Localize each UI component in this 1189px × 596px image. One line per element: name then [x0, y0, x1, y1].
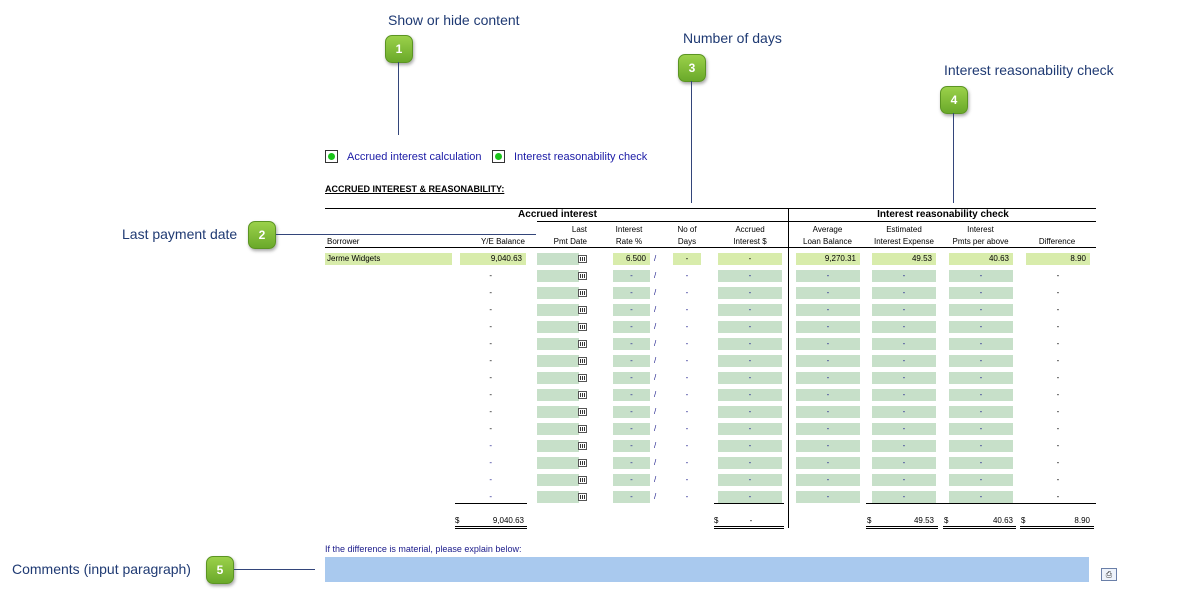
row1-days: -: [673, 253, 701, 265]
row13-avg-balance: -: [796, 457, 860, 469]
callout-label-comments: Comments (input paragraph): [12, 561, 191, 577]
header-last-1: Last: [571, 225, 587, 234]
row8-ye-balance: -: [489, 373, 492, 382]
row7-avg-balance: -: [796, 355, 860, 367]
row10-accrued: -: [718, 406, 782, 418]
calendar-icon[interactable]: [578, 408, 587, 416]
row10-avg-balance: -: [796, 406, 860, 418]
header-est-2: Interest Expense: [873, 237, 935, 246]
row8-days: -: [685, 373, 689, 382]
row2-est-expense: -: [872, 270, 936, 282]
row15-last-pmt-date[interactable]: [537, 491, 579, 503]
row14-pmts[interactable]: -: [949, 474, 1013, 486]
row2-last-pmt-date[interactable]: [537, 270, 579, 282]
callout-label-last-payment: Last payment date: [122, 226, 238, 242]
header-ye-balance: Y/E Balance: [480, 237, 525, 246]
row9-rate[interactable]: -: [613, 389, 650, 401]
row6-ye-balance: -: [489, 339, 492, 348]
row8-accrued: -: [718, 372, 782, 384]
row14-days: -: [685, 475, 689, 484]
calendar-icon[interactable]: [578, 425, 587, 433]
row1-pmts[interactable]: 40.63: [949, 253, 1013, 265]
row5-slash: /: [654, 322, 657, 331]
row14-est-expense: -: [872, 474, 936, 486]
calendar-icon[interactable]: [578, 459, 587, 467]
row13-accrued: -: [718, 457, 782, 469]
row7-difference: -: [1056, 356, 1060, 365]
toggle-accrued-interest[interactable]: [325, 150, 482, 163]
row8-avg-balance: -: [796, 372, 860, 384]
section-title: ACCRUED INTEREST & REASONABILITY:: [325, 184, 505, 194]
row8-est-expense: -: [872, 372, 936, 384]
calendar-icon[interactable]: [578, 476, 587, 484]
row14-difference: -: [1056, 475, 1060, 484]
total-accrued-currency: $: [714, 516, 719, 525]
row1-ye-balance[interactable]: 9,040.63: [460, 253, 526, 265]
row8-pmts[interactable]: -: [949, 372, 1013, 384]
comment-prompt: If the difference is material, please explain below:: [325, 544, 522, 554]
header-accrued-2: Interest $: [733, 237, 767, 246]
row6-rate[interactable]: -: [613, 338, 650, 350]
header-borrower: Borrower: [327, 237, 360, 246]
callout-badge-4: 4: [940, 86, 968, 114]
row8-rate[interactable]: -: [613, 372, 650, 384]
row14-rate[interactable]: -: [613, 474, 650, 486]
row9-days: -: [685, 390, 689, 399]
row1-borrower[interactable]: Jerme Widgets: [325, 253, 452, 265]
row1-last-pmt-date[interactable]: [537, 253, 579, 265]
row10-est-expense: -: [872, 406, 936, 418]
row3-est-expense: -: [872, 287, 936, 299]
row5-difference: -: [1056, 322, 1060, 331]
header-pmts-2: Pmts per above: [952, 237, 1009, 246]
row2-days: -: [685, 271, 689, 280]
expand-comment-button[interactable]: ⎙: [1101, 568, 1117, 581]
calendar-icon[interactable]: [578, 255, 587, 263]
row2-accrued: -: [718, 270, 782, 282]
row4-est-expense: -: [872, 304, 936, 316]
callout-badge-2: 2: [248, 221, 276, 249]
total-pmts-currency: $: [944, 516, 949, 525]
total-diff-dblrule: [1020, 526, 1094, 529]
row4-rate[interactable]: -: [613, 304, 650, 316]
row11-days: -: [685, 424, 689, 433]
row10-difference: -: [1056, 407, 1060, 416]
row12-last-pmt-date[interactable]: [537, 440, 579, 452]
callout-line-5: [234, 569, 315, 570]
row2-difference: -: [1056, 271, 1060, 280]
row12-ye-balance: -: [489, 441, 492, 450]
row9-pmts[interactable]: -: [949, 389, 1013, 401]
row1-rate[interactable]: 6.500: [613, 253, 650, 265]
row10-slash: /: [654, 407, 657, 416]
toggle-reasonability[interactable]: [492, 150, 647, 163]
row2-slash: /: [654, 271, 657, 280]
row5-est-expense: -: [872, 321, 936, 333]
header-days-2: Days: [677, 237, 697, 246]
row6-slash: /: [654, 339, 657, 348]
total-accrued-dblrule: [714, 526, 784, 529]
header-pmts-1: Interest: [967, 225, 994, 234]
callout-badge-5: 5: [206, 556, 234, 584]
row13-difference: -: [1056, 458, 1060, 467]
row4-days: -: [685, 305, 689, 314]
row13-pmts[interactable]: -: [949, 457, 1013, 469]
row14-slash: /: [654, 475, 657, 484]
calendar-icon[interactable]: [578, 357, 587, 365]
header-bottom-rule: [325, 247, 1096, 248]
group-rule-reasonability: [789, 221, 1096, 222]
row12-difference: -: [1056, 441, 1060, 450]
row12-rate[interactable]: -: [613, 440, 650, 452]
row7-rate[interactable]: -: [613, 355, 650, 367]
row6-last-pmt-date[interactable]: [537, 338, 579, 350]
row5-days: -: [685, 322, 689, 331]
row11-accrued: -: [718, 423, 782, 435]
row5-avg-balance: -: [796, 321, 860, 333]
calendar-icon[interactable]: [578, 323, 587, 331]
row2-ye-balance: -: [489, 271, 492, 280]
row10-pmts[interactable]: -: [949, 406, 1013, 418]
row7-accrued: -: [718, 355, 782, 367]
row5-rate[interactable]: -: [613, 321, 650, 333]
row5-last-pmt-date[interactable]: [537, 321, 579, 333]
row14-accrued: -: [718, 474, 782, 486]
row1-avg-balance: 9,270.31: [796, 253, 860, 265]
row13-days: -: [685, 458, 689, 467]
calendar-icon[interactable]: [578, 493, 587, 501]
row3-difference: -: [1056, 288, 1060, 297]
toggle-reasonability-label: Interest reasonability check: [514, 150, 648, 163]
row15-rate[interactable]: -: [613, 491, 650, 503]
row4-avg-balance: -: [796, 304, 860, 316]
row2-rate[interactable]: -: [613, 270, 650, 282]
row9-difference: -: [1056, 390, 1060, 399]
row7-slash: /: [654, 356, 657, 365]
row9-slash: /: [654, 390, 657, 399]
row4-last-pmt-date[interactable]: [537, 304, 579, 316]
header-rate-1: Interest: [615, 225, 643, 234]
header-avg-1: Average: [812, 225, 843, 234]
comment-input[interactable]: [325, 557, 1089, 582]
row9-accrued: -: [718, 389, 782, 401]
row12-slash: /: [654, 441, 657, 450]
total-est-dblrule: [866, 526, 938, 529]
callout-badge-1: 1: [385, 35, 413, 63]
row9-avg-balance: -: [796, 389, 860, 401]
callout-label-show-hide: Show or hide content: [388, 12, 520, 28]
row3-pmts[interactable]: -: [949, 287, 1013, 299]
row11-slash: /: [654, 424, 657, 433]
header-rate-2: Rate %: [615, 237, 643, 246]
header-days-1: No of: [677, 225, 697, 234]
section-divider: [788, 208, 789, 528]
row3-last-pmt-date[interactable]: [537, 287, 579, 299]
total-rule-accrued: [714, 503, 784, 504]
callout-badge-3: 3: [678, 54, 706, 82]
header-accrued-1: Accrued: [735, 225, 765, 234]
total-rule-ye: [455, 503, 527, 504]
calendar-icon[interactable]: [578, 340, 587, 348]
row9-last-pmt-date[interactable]: [537, 389, 579, 401]
row10-ye-balance: -: [489, 407, 492, 416]
row8-difference: -: [1056, 373, 1060, 382]
calendar-icon[interactable]: [578, 272, 587, 280]
callout-label-reasonability: Interest reasonability check: [944, 62, 1114, 78]
header-avg-2: Loan Balance: [803, 237, 852, 246]
row5-accrued: -: [718, 321, 782, 333]
row7-ye-balance: -: [489, 356, 492, 365]
row4-accrued: -: [718, 304, 782, 316]
row11-last-pmt-date[interactable]: [537, 423, 579, 435]
row6-difference: -: [1056, 339, 1060, 348]
row3-accrued: -: [718, 287, 782, 299]
total-ye-currency: $: [455, 516, 460, 525]
row12-est-expense: -: [872, 440, 936, 452]
row14-last-pmt-date[interactable]: [537, 474, 579, 486]
row6-accrued: -: [718, 338, 782, 350]
calendar-icon[interactable]: [578, 374, 587, 382]
total-est: 49.53: [913, 516, 934, 525]
row15-ye-balance: -: [489, 492, 492, 501]
total-pmts-dblrule: [943, 526, 1016, 529]
row3-days: -: [685, 288, 689, 297]
row5-pmts[interactable]: -: [949, 321, 1013, 333]
row4-difference: -: [1056, 305, 1060, 314]
header-difference: Difference: [1038, 237, 1076, 246]
row1-difference: 8.90: [1026, 253, 1090, 265]
row6-avg-balance: -: [796, 338, 860, 350]
total-accrued: -: [749, 516, 753, 525]
callout-line-3: [691, 81, 692, 203]
header-last-2: Pmt Date: [553, 237, 587, 246]
row2-avg-balance: -: [796, 270, 860, 282]
row11-difference: -: [1056, 424, 1060, 433]
row7-est-expense: -: [872, 355, 936, 367]
total-ye-balance: 9,040.63: [492, 516, 524, 525]
total-diff-currency: $: [1021, 516, 1026, 525]
calendar-icon[interactable]: [578, 442, 587, 450]
row6-days: -: [685, 339, 689, 348]
row15-days: -: [685, 492, 689, 501]
calendar-icon[interactable]: [578, 306, 587, 314]
row8-slash: /: [654, 373, 657, 382]
row3-slash: /: [654, 288, 657, 297]
row12-pmts[interactable]: -: [949, 440, 1013, 452]
row12-avg-balance: -: [796, 440, 860, 452]
row7-days: -: [685, 356, 689, 365]
row4-pmts[interactable]: -: [949, 304, 1013, 316]
row9-est-expense: -: [872, 389, 936, 401]
row11-avg-balance: -: [796, 423, 860, 435]
row1-slash: /: [654, 254, 657, 263]
row4-slash: /: [654, 305, 657, 314]
row1-est-expense: 49.53: [872, 253, 936, 265]
row14-ye-balance: -: [489, 475, 492, 484]
row9-ye-balance: -: [489, 390, 492, 399]
row11-est-expense: -: [872, 423, 936, 435]
callout-label-days: Number of days: [683, 30, 782, 46]
row15-pmts[interactable]: -: [949, 491, 1013, 503]
row13-ye-balance: -: [489, 458, 492, 467]
row15-accrued: -: [718, 491, 782, 503]
calendar-icon[interactable]: [578, 391, 587, 399]
row13-last-pmt-date[interactable]: [537, 457, 579, 469]
header-est-1: Estimated: [886, 225, 922, 234]
group-accrued-interest: Accrued interest: [518, 209, 597, 220]
callout-line-4: [953, 113, 954, 203]
row15-difference: -: [1056, 492, 1060, 501]
total-ye-dblrule: [455, 526, 527, 529]
row3-avg-balance: -: [796, 287, 860, 299]
checkbox-reasonability[interactable]: [492, 150, 505, 163]
group-reasonability: Interest reasonability check: [877, 209, 1009, 220]
row15-slash: /: [654, 492, 657, 501]
row2-pmts[interactable]: -: [949, 270, 1013, 282]
row6-pmts[interactable]: -: [949, 338, 1013, 350]
total-pmts: 40.63: [992, 516, 1013, 525]
group-rule-accrued: [537, 221, 788, 222]
row11-pmts[interactable]: -: [949, 423, 1013, 435]
row3-rate[interactable]: -: [613, 287, 650, 299]
row1-accrued: -: [718, 253, 782, 265]
row13-est-expense: -: [872, 457, 936, 469]
total-rule-reason: [866, 503, 1096, 504]
row5-ye-balance: -: [489, 322, 492, 331]
row12-days: -: [685, 441, 689, 450]
row15-est-expense: -: [872, 491, 936, 503]
row4-ye-balance: -: [489, 305, 492, 314]
row14-avg-balance: -: [796, 474, 860, 486]
row13-rate[interactable]: -: [613, 457, 650, 469]
total-est-currency: $: [867, 516, 872, 525]
callout-line-1: [398, 62, 399, 135]
checkbox-accrued-interest[interactable]: [325, 150, 338, 163]
row10-days: -: [685, 407, 689, 416]
total-difference: 8.90: [1074, 516, 1090, 525]
row11-ye-balance: -: [489, 424, 492, 433]
callout-line-2: [276, 234, 536, 235]
row13-slash: /: [654, 458, 657, 467]
row8-last-pmt-date[interactable]: [537, 372, 579, 384]
row12-accrued: -: [718, 440, 782, 452]
row6-est-expense: -: [872, 338, 936, 350]
row15-avg-balance: -: [796, 491, 860, 503]
row11-rate[interactable]: -: [613, 423, 650, 435]
toggle-accrued-label: Accrued interest calculation: [347, 150, 482, 163]
row7-pmts[interactable]: -: [949, 355, 1013, 367]
row3-ye-balance: -: [489, 288, 492, 297]
row10-rate[interactable]: -: [613, 406, 650, 418]
row10-last-pmt-date[interactable]: [537, 406, 579, 418]
row7-last-pmt-date[interactable]: [537, 355, 579, 367]
calendar-icon[interactable]: [578, 289, 587, 297]
